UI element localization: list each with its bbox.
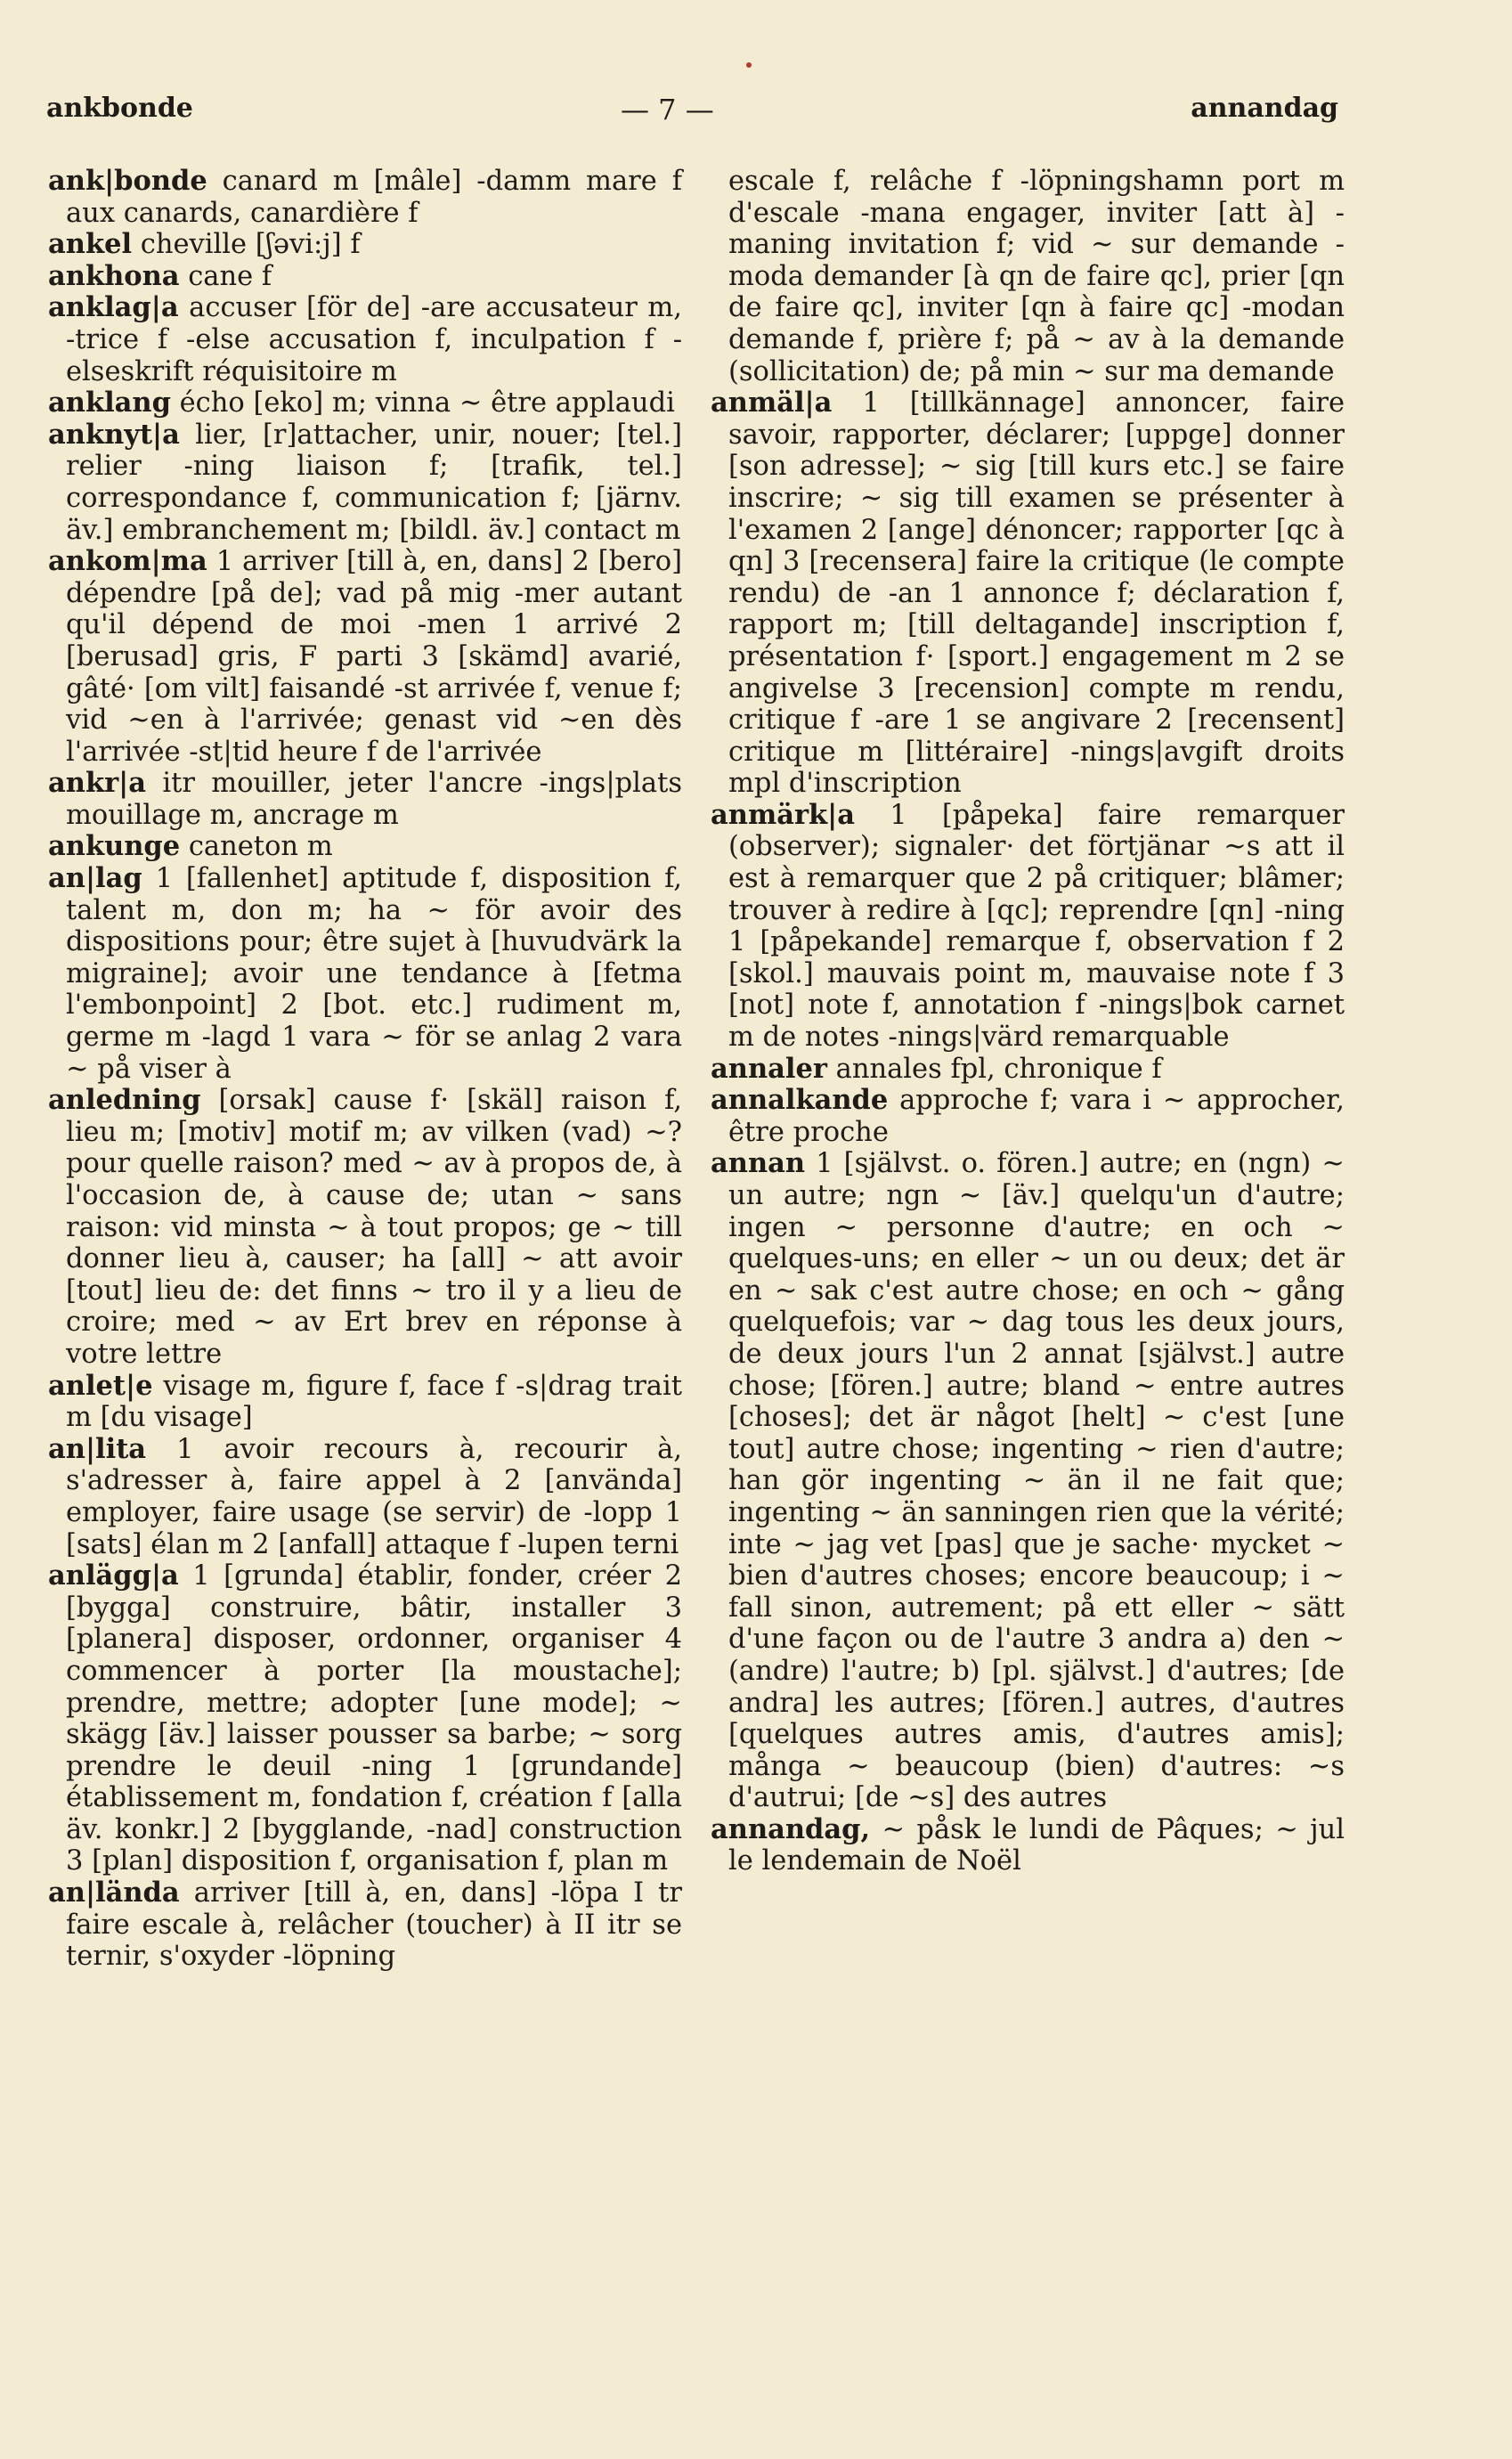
entry-headword: annan [711,1147,806,1180]
entry-definition: 1 [påpeka] faire remarquer (observer); signaler· det förtjänar ~s att il est à remarquer que 2 på critiquer; blâmer; trouver à redire à [qc]; reprendre [qn] -ning 1 [påpekande] remarque f, observation f 2 [skol.] mauvais point m, mauvaise note f 3 [not] note f, annotation f -nings|bok carnet m de notes -nings|värd remarquable [728,799,1345,1054]
entry-definition: 1 [grunda] établir, fonder, créer 2 [bygga] construire, bâtir, installer 3 [planera] disposer, ordonner, organiser 4 commencer à porter [la moustache]; prendre, mettre; adopter [une mode]; ~ skägg [äv.] laisser pousser sa barbe; ~ sorg prendre le deuil -ning 1 [grundande] établissement m, fondation f, création f [alla äv. konkr.] 2 [bygglande, -nad] construction 3 [plan] disposition f, organisation f, plan m [66,1560,682,1877]
dictionary-entry [48,768,682,831]
entry-definition: 1 avoir recours à, recourir à, s'adresser à, faire appel à 2 [använda] employer, faire usage (se servir) de -lopp 1 [sats] élan m 2 [anfall] attaque f -lupen terni [66,1433,682,1560]
entry-definition: annales fpl, chronique f [826,1053,1162,1085]
dictionary-entry [48,1085,682,1370]
entry-headword: ankr|a [48,767,146,800]
running-head [46,93,1338,137]
entry-definition: ~ påsk le lundi de Pâques; ~ jul le lendemain de Noël [728,1813,1345,1877]
entry-headword: annandag, [711,1812,871,1845]
entry-headword: ankel [48,228,133,261]
entry-definition: escale f, relâche f -löpningshamn port m d'escale -mana engager, inviter [att à] -maning invitation f; vid ~ sur demande -moda demander [à qn de faire qc], prier [qn de faire qc], inviter [qn à faire qc] -modan demande f, prière f; på ~ av à la demande (sollicitation) de; på min ~ sur ma demande [728,166,1345,387]
dictionary-entry [48,546,682,768]
dictionary-entry [711,166,1345,387]
dictionary-entry [48,419,682,546]
entry-definition: [orsak] cause f· [skäl] raison f, lieu m; [motiv] motif m; av vilken (vad) ~? pour quelle raison? med ~ av à propos de, à l'occasion de, à cause de; utan ~ sans raison: vid minsta ~ à tout propos; ge ~ till donner lieu à, causer; ha [all] ~ att avoir [tout] lieu de: det finns ~ tro il y a lieu de croire; med ~ av Ert brev en réponse à votre lettre [66,1085,682,1370]
entry-headword: anledning [48,1084,201,1117]
dictionary-entry [711,800,1345,1054]
entry-headword: ankom|ma [48,545,207,578]
entry-headword: an|lag [48,862,142,895]
entry-definition: caneton m [180,831,333,863]
entry-definition: 1 [tillkännage] annoncer, faire savoir, rapporter, déclarer; [uppge] donner [son adresse]; ~ sig [till kurs etc.] se faire inscrire; ~ sig till examen se présenter à l'examen 2 [ange] dénoncer; rapporter [qc à qn] 3 [recensera] faire la critique (le compte rendu) de -an 1 annonce f; déclaration f, rapport m; [till deltagande] inscription f, présentation f· [sport.] engagement m 2 se angivelse 3 [recension] compte m rendu, critique f -are 1 se angivare 2 [recensent] critique m [littéraire] -nings|avgift droits mpl d'inscription [728,387,1345,800]
dictionary-entry [48,166,682,229]
entry-headword: annalkande [711,1084,889,1117]
entry-definition: écho [eko] m; vinna ~ être applaudi [170,387,675,419]
page-number: — 7 — [621,93,714,126]
entry-definition: cheville [ʃəvi:j] f [132,229,361,261]
entry-headword: anlägg|a [48,1559,179,1592]
dictionary-entry [48,831,682,863]
entry-definition: canard m [mâle] -damm mare f aux canards, canardière f [66,166,682,229]
dictionary-entry [711,1814,1345,1877]
entry-definition: arriver [till à, en, dans] -löpa I tr faire escale à, relâcher (toucher) à II itr se ternir, s'oxyder -löpning [66,1877,682,1973]
dictionary-entry [48,863,682,1085]
entry-headword: anknyt|a [48,418,180,451]
dictionary-entry [711,1148,1345,1813]
dictionary-entry [48,229,682,261]
dictionary-entry [48,1877,682,1973]
entry-headword: anklag|a [48,291,179,324]
entry-headword: anmärk|a [711,798,856,831]
dictionary-entry [48,292,682,387]
entry-definition: cane f [179,260,272,292]
dictionary-entry [48,1371,682,1434]
entry-definition: itr mouiller, jeter l'ancre -ings|plats mouillage m, ancrage m [66,768,682,831]
dictionary-entry [711,1054,1345,1086]
entry-definition: 1 arriver [till à, en, dans] 2 [bero] dépendre [på de]; vad på mig -mer autant qu'il dépend de moi -men 1 arrivé 2 [berusad] gris, F parti 3 [skämd] avarié, gâté· [om vilt] faisandé -st arrivée f, venue f; vid ~en à l'arrivée; genast vid ~en dès l'arrivée -st|tid heure f de l'arrivée [66,546,682,768]
entry-headword: ank|bonde [48,165,207,197]
dictionary-entry [711,387,1345,800]
right-guideword: annandag [1191,93,1338,124]
entry-definition: accuser [för de] -are accusateur m, -trice f -else accusation f, inculpation f -elseskrift réquisitoire m [66,292,682,387]
dictionary-entry [711,1085,1345,1148]
entry-headword: an|lända [48,1877,180,1909]
right-column [711,166,1345,2259]
dictionary-entry [48,1560,682,1877]
ink-mark [746,62,752,68]
entry-headword: anlet|e [48,1369,153,1402]
entry-definition: lier, [r]attacher, unir, nouer; [tel.] relier -ning liaison f; [trafik, tel.] correspondance f, communication f; [järnv. äv.] embranchement m; [bildl. äv.] contact m [66,419,682,546]
dictionary-entry [48,261,682,293]
entry-definition: approche f; vara i ~ approcher, être proche [728,1085,1345,1148]
entry-definition: 1 [fallenhet] aptitude f, disposition f, talent m, don m; ha ~ för avoir des dispositions pour; être sujet à [huvudvärk la migraine]; avoir une tendance à [fetma l'embonpoint] 2 [bot. etc.] rudiment m, germe m -lagd 1 vara ~ för se anlag 2 vara ~ på viser à [66,863,682,1085]
dictionary-entry [48,1434,682,1560]
entry-headword: anklang [48,387,171,419]
entry-headword: ankunge [48,830,181,863]
dictionary-entry [48,387,682,419]
entry-headword: an|lita [48,1432,147,1465]
entry-headword: annaler [711,1052,827,1085]
entry-definition: 1 [självst. o. fören.] autre; en (ngn) ~ un autre; ngn ~ [äv.] quelqu'un d'autre; ingen ~ personne d'autre; en och ~ quelques-uns; en eller ~ un ou deux; det är en ~ sak c'est autre chose; en och ~ gång quelquefois; var ~ dag tous les deux jours, de deux jours l'un 2 annat [självst.] autre chose; [fören.] autre; bland ~ entre autres [choses]; det är något [helt] ~ c'est [une tout] autre chose; ingenting ~ rien d'autre; han gör ingenting ~ än il ne fait que; ingenting ~ än sanningen rien que la vérité; inte ~ jag vet [pas] que je sache· mycket ~ bien d'autres choses; encore beaucoup; i ~ fall sinon, autrement; på ett eller ~ sätt d'une façon ou de l'autre 3 andra a) den ~ (andre) l'autre; b) [pl. självst.] d'autres; [de andra] les autres; [fören.] autres, d'autres [quelques autres amis, d'autres amis]; många ~ beaucoup (bien) d'autres: ~s d'autrui; [de ~s] des autres [728,1148,1345,1814]
left-guideword: ankbonde [46,93,193,124]
entry-headword: ankhona [48,259,180,292]
entry-headword: anmäl|a [711,387,833,419]
left-column [48,166,682,2259]
dictionary-columns [48,165,1345,2259]
entry-definition: visage m, figure f, face f -s|drag trait m [du visage] [66,1370,682,1434]
